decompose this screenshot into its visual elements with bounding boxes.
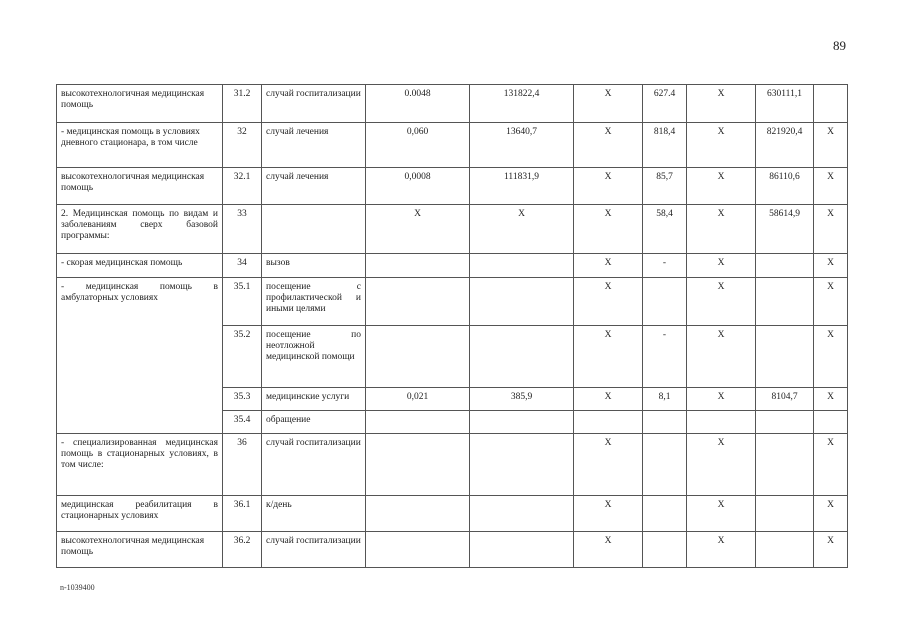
cell-volume-norm (366, 326, 470, 388)
document-code: n-1039400 (60, 583, 95, 592)
cell-col-7: 627.4 (643, 85, 687, 123)
cell-line-code: 36 (223, 434, 262, 496)
cell-unit: к/день (262, 496, 366, 532)
cell-col-6: X (574, 85, 643, 123)
cell-col-6: X (574, 205, 643, 254)
cell-col-9: 58614,9 (756, 205, 814, 254)
cell-volume-norm: 0,021 (366, 388, 470, 411)
cell-cost-norm (470, 411, 574, 434)
cell-cost-norm: X (470, 205, 574, 254)
cell-col-9: 821920,4 (756, 123, 814, 168)
cell-col-7: 8,1 (643, 388, 687, 411)
cell-indicator: 2. Медицинская помощь по видам и заболеваниям сверх базовой программы: (57, 205, 223, 254)
cell-col-10: X (814, 123, 848, 168)
cell-col-8: X (687, 168, 756, 205)
cell-indicator: - специализированная медицинская помощь в стационарных условиях, в том числе: (57, 434, 223, 496)
cell-volume-norm: X (366, 205, 470, 254)
cell-col-7: 818,4 (643, 123, 687, 168)
cell-line-code: 35.3 (223, 388, 262, 411)
cell-col-10 (814, 411, 848, 434)
cell-col-7: - (643, 254, 687, 278)
cell-unit: случай госпитализации (262, 532, 366, 568)
cell-col-10: X (814, 278, 848, 326)
cell-col-9: 86110,6 (756, 168, 814, 205)
cell-line-code: 31.2 (223, 85, 262, 123)
cell-col-9 (756, 532, 814, 568)
cell-col-9 (756, 496, 814, 532)
cell-line-code: 36.2 (223, 532, 262, 568)
cell-col-7 (643, 496, 687, 532)
cell-unit: случай лечения (262, 123, 366, 168)
cell-cost-norm (470, 278, 574, 326)
cell-indicator: высокотехнологичная медицинская помощь (57, 168, 223, 205)
cell-volume-norm: 0.0048 (366, 85, 470, 123)
cell-indicator: - скорая медицинская помощь (57, 254, 223, 278)
cell-col-7 (643, 532, 687, 568)
cell-col-9 (756, 254, 814, 278)
cell-indicator: высокотехнологичная медицинская помощь (57, 532, 223, 568)
cell-line-code: 35.1 (223, 278, 262, 326)
cell-col-6: X (574, 434, 643, 496)
cell-col-6: X (574, 532, 643, 568)
cell-col-10: X (814, 496, 848, 532)
cell-col-9: 630111,1 (756, 85, 814, 123)
cell-col-7: 85,7 (643, 168, 687, 205)
cell-col-8: X (687, 532, 756, 568)
cell-col-8: X (687, 434, 756, 496)
table-row (57, 496, 848, 532)
cell-unit: посещение с профилактической и иными целями (262, 278, 366, 326)
cell-unit: случай госпитализации (262, 85, 366, 123)
cell-col-8: X (687, 123, 756, 168)
table-row (57, 254, 848, 278)
cell-volume-norm: 0,0008 (366, 168, 470, 205)
cell-col-10: X (814, 168, 848, 205)
cell-indicator: - медицинская помощь в условиях дневного стационара, в том числе (57, 123, 223, 168)
cell-volume-norm (366, 254, 470, 278)
cell-unit (262, 205, 366, 254)
cell-cost-norm (470, 532, 574, 568)
cell-col-7: 58,4 (643, 205, 687, 254)
cell-col-7 (643, 278, 687, 326)
cell-col-6: X (574, 168, 643, 205)
table-row (57, 434, 848, 496)
cell-line-code: 35.2 (223, 326, 262, 388)
cell-indicator: высокотехнологичная медицинская помощь (57, 85, 223, 123)
cell-col-8: X (687, 496, 756, 532)
cell-col-6: X (574, 123, 643, 168)
cell-col-10 (814, 85, 848, 123)
cell-col-10: X (814, 205, 848, 254)
cell-col-10: X (814, 532, 848, 568)
cell-col-10: X (814, 388, 848, 411)
cell-volume-norm (366, 532, 470, 568)
cell-unit: случай госпитализации (262, 434, 366, 496)
cell-col-6: X (574, 388, 643, 411)
table-row (57, 123, 848, 168)
cell-indicator: - медицинская помощь в амбулаторных условиях (57, 278, 223, 434)
cell-col-7 (643, 411, 687, 434)
cell-col-9 (756, 278, 814, 326)
cell-col-9: 8104,7 (756, 388, 814, 411)
cell-col-10: X (814, 326, 848, 388)
cell-col-6: X (574, 254, 643, 278)
cell-volume-norm (366, 411, 470, 434)
cell-line-code: 34 (223, 254, 262, 278)
cell-cost-norm (470, 326, 574, 388)
cell-cost-norm (470, 434, 574, 496)
cell-volume-norm (366, 434, 470, 496)
cell-col-6: X (574, 278, 643, 326)
cell-cost-norm: 111831,9 (470, 168, 574, 205)
cell-col-6: X (574, 326, 643, 388)
cell-col-6: X (574, 496, 643, 532)
cell-unit: посещение по неотложной медицинской помощи (262, 326, 366, 388)
cell-volume-norm: 0,060 (366, 123, 470, 168)
cell-col-8: X (687, 254, 756, 278)
table-row (57, 85, 848, 123)
cell-col-7: - (643, 326, 687, 388)
cell-col-9 (756, 411, 814, 434)
cell-col-9 (756, 326, 814, 388)
table-row (57, 168, 848, 205)
cell-cost-norm: 13640,7 (470, 123, 574, 168)
table-row (57, 205, 848, 254)
cell-col-6 (574, 411, 643, 434)
financing-table (56, 84, 848, 568)
cell-col-8: X (687, 205, 756, 254)
cell-unit: обращение (262, 411, 366, 434)
cell-line-code: 32 (223, 123, 262, 168)
page-number: 89 (833, 38, 846, 53)
cell-cost-norm: 131822,4 (470, 85, 574, 123)
cell-col-9 (756, 434, 814, 496)
cell-cost-norm: 385,9 (470, 388, 574, 411)
cell-col-10: X (814, 434, 848, 496)
cell-unit: случай лечения (262, 168, 366, 205)
cell-volume-norm (366, 496, 470, 532)
cell-col-10: X (814, 254, 848, 278)
cell-col-8 (687, 411, 756, 434)
cell-volume-norm (366, 278, 470, 326)
table-body (57, 85, 848, 568)
table-row (57, 278, 848, 326)
cell-col-8: X (687, 326, 756, 388)
cell-cost-norm (470, 254, 574, 278)
table-row (57, 532, 848, 568)
cell-unit: медицинские услуги (262, 388, 366, 411)
cell-line-code: 36.1 (223, 496, 262, 532)
cell-col-7 (643, 434, 687, 496)
cell-line-code: 32.1 (223, 168, 262, 205)
cell-indicator: медицинская реабилитация в стационарных условиях (57, 496, 223, 532)
cell-col-8: X (687, 85, 756, 123)
cell-col-8: X (687, 388, 756, 411)
cell-cost-norm (470, 496, 574, 532)
cell-col-8: X (687, 278, 756, 326)
cell-line-code: 33 (223, 205, 262, 254)
cell-unit: вызов (262, 254, 366, 278)
cell-line-code: 35.4 (223, 411, 262, 434)
